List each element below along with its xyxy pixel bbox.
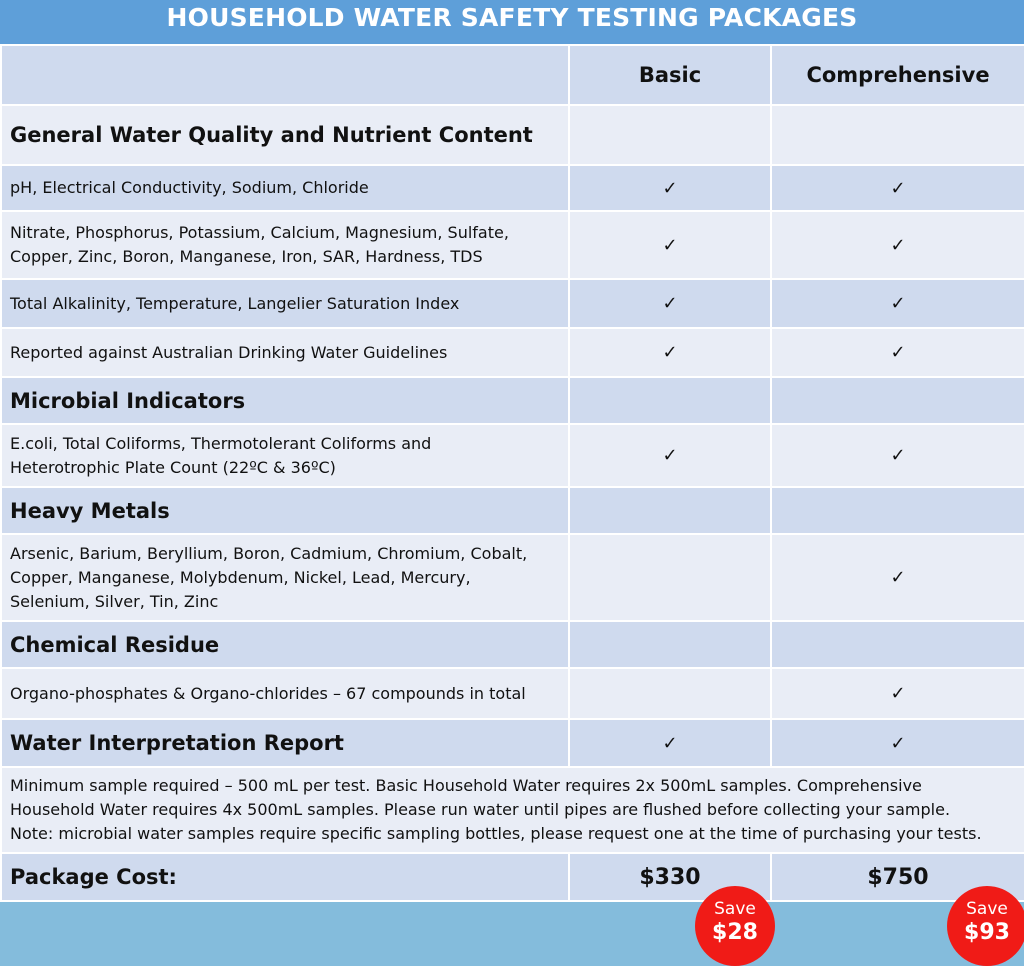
check-icon: ✓	[771, 165, 1024, 211]
table-row	[1, 165, 1024, 211]
check-icon: ✓	[569, 279, 771, 328]
check-icon: ✓	[569, 211, 771, 279]
item-ecoli	[1, 424, 569, 487]
note-line3: Note: microbial water samples require specific sampling bottles, please request one at the time of purchasing your tests.	[10, 824, 982, 843]
check-icon: ✓	[771, 424, 1024, 487]
header-empty-cell	[1, 45, 569, 105]
check-icon: ✓	[569, 165, 771, 211]
item-alkalinity: Total Alkalinity, Temperature, Langelier Saturation Index	[1, 279, 569, 328]
column-basic: Basic	[569, 45, 771, 105]
table-row	[1, 279, 1024, 328]
section-row-metals	[1, 487, 1024, 534]
item-ecoli-line1: E.coli, Total Coliforms, Thermotolerant Coliforms and	[10, 433, 432, 453]
section-report: Water Interpretation Report	[1, 719, 569, 767]
section-row-general	[1, 105, 1024, 165]
section-metals: Heavy Metals	[1, 487, 569, 534]
save-badge-comprehensive	[947, 886, 1024, 966]
item-guidelines: Reported against Australian Drinking Water Guidelines	[1, 328, 569, 377]
table-row	[1, 424, 1024, 487]
item-nitrate-line2: Copper, Zinc, Boron, Manganese, Iron, SAR, Hardness, TDS	[10, 247, 483, 266]
section-row-chemical	[1, 621, 1024, 668]
note-line1: Minimum sample required – 500 mL per test. Basic Household Water requires 2x 500mL samples. Comprehensive	[10, 776, 922, 795]
sample-note	[1, 767, 1024, 853]
section-microbial: Microbial Indicators	[1, 377, 569, 424]
check-icon: ✓	[771, 534, 1024, 621]
save-amount-comprehensive: $93	[964, 920, 1010, 945]
cost-label: Package Cost:	[1, 853, 569, 901]
item-ph: pH, Electrical Conductivity, Sodium, Chloride	[1, 165, 569, 211]
item-nitrate	[1, 211, 569, 279]
page-title: HOUSEHOLD WATER SAFETY TESTING PACKAGES	[0, 0, 1024, 44]
item-ecoli-line2: Heterotrophic Plate Count (22ºC & 36ºC)	[10, 457, 336, 477]
save-label: Save	[966, 899, 1008, 919]
table-row	[1, 211, 1024, 279]
cost-row	[1, 853, 1024, 901]
check-icon: ✓	[771, 328, 1024, 377]
packages-table	[0, 44, 1024, 902]
item-metals-line1: Arsenic, Barium, Beryllium, Boron, Cadmium, Chromium, Cobalt,	[10, 543, 528, 563]
save-amount-basic: $28	[712, 920, 758, 945]
check-icon: ✓	[771, 211, 1024, 279]
section-row-microbial	[1, 377, 1024, 424]
note-line2: Household Water requires 4x 500mL samples. Please run water until pipes are flushed before collecting your sample.	[10, 800, 951, 819]
check-icon: ✓	[771, 668, 1024, 719]
cost-basic: $330	[569, 853, 771, 901]
cost-comprehensive: $750	[771, 853, 1024, 901]
item-metals	[1, 534, 569, 621]
table-row	[1, 328, 1024, 377]
check-icon: ✓	[569, 424, 771, 487]
column-comprehensive: Comprehensive	[771, 45, 1024, 105]
header-row	[1, 45, 1024, 105]
check-icon: ✓	[771, 719, 1024, 767]
save-badge-basic	[695, 886, 775, 966]
table-row	[1, 534, 1024, 621]
table-row	[1, 668, 1024, 719]
section-chemical: Chemical Residue	[1, 621, 569, 668]
item-organo: Organo-phosphates & Organo-chlorides – 67 compounds in total	[1, 668, 569, 719]
section-row-report	[1, 719, 1024, 767]
item-metals-line3: Selenium, Silver, Tin, Zinc	[10, 591, 219, 611]
section-general: General Water Quality and Nutrient Content	[1, 105, 569, 165]
check-icon: ✓	[771, 279, 1024, 328]
check-icon: ✓	[569, 719, 771, 767]
note-row	[1, 767, 1024, 853]
item-metals-line2: Copper, Manganese, Molybdenum, Nickel, Lead, Mercury,	[10, 567, 471, 587]
check-icon: ✓	[569, 328, 771, 377]
item-nitrate-line1: Nitrate, Phosphorus, Potassium, Calcium, Magnesium, Sulfate,	[10, 223, 509, 242]
save-label: Save	[714, 899, 756, 919]
